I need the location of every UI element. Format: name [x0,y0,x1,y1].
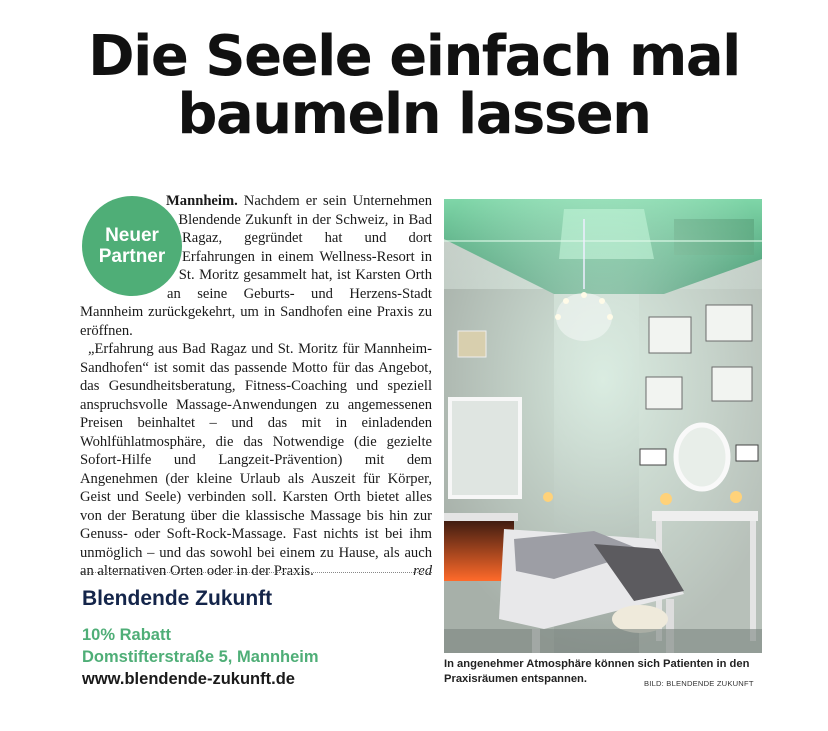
photo-caption: In angenehmer Atmosphäre können sich Patienten in den Praxisräumen entspannen. [444,658,750,685]
discount-offer: 10% Rabatt [82,626,171,644]
company-name: Blendende Zukunft [82,587,273,610]
badge-line-2: Partner [98,246,166,267]
author-signature: red [413,563,432,579]
article-paragraph-1-text: Nachdem er sein Unternehmen Blendende Zukunft in der Schweiz, in Bad Ragaz, gegründet hat und dort Erfahrungen in einem Wellness-Resort in St. Moritz gesammelt hat, ist Karsten Orth an seine Geburts- und Herzens-Stadt Mannheim zurückgekehrt, um in Sandhofen eine Praxis zu eröffnen. [80,193,432,339]
headline-line-2: baumeln lassen [177,82,651,147]
headline-line-1: Die Seele einfach mal [88,24,740,89]
article-paragraph-2-text: „Erfahrung aus Bad Ragaz und St. Moritz für Mannheim-Sandhofen“ ist somit das passende Motto für das Angebot, das Gesundheitsberatung, Fitness-Coaching und speziell anspruchsvolle Massage-Anwendungen zu angemessenen Preisen beinhaltet – und das mit in einladenden Wohlfühlatmosphäre, die das Notwendige (die gezielte Sofort-Hilfe und Langzeit-Prävention) mit dem Angenehmen (der kleine Urlaub als Auszeit für Körper, Geist und Seele) verbinden soll. Karsten Orth bietet alles von der Beratung über die klassische Massage bis hin zur Genuss- oder Soft-Rock-Massage. Fast nichts ist bei ihm unmöglich – und das sowohl bei einem zu Hause, als auch an alternativen Orten oder in der Praxis. [80,341,432,579]
headline [0,24,828,147]
article-body [80,192,432,581]
photo-credit: BILD: BLENDENDE ZUKUNFT [644,679,754,688]
massage-room-photo [444,199,762,653]
article-dateline: Mannheim. [166,193,238,209]
dotted-divider [82,572,432,573]
company-website[interactable]: www.blendende-zukunft.de [82,670,295,688]
company-address: Domstifterstraße 5, Mannheim [82,648,319,666]
badge-line-1: Neuer [105,225,159,246]
article-paragraph-2 [80,340,432,581]
